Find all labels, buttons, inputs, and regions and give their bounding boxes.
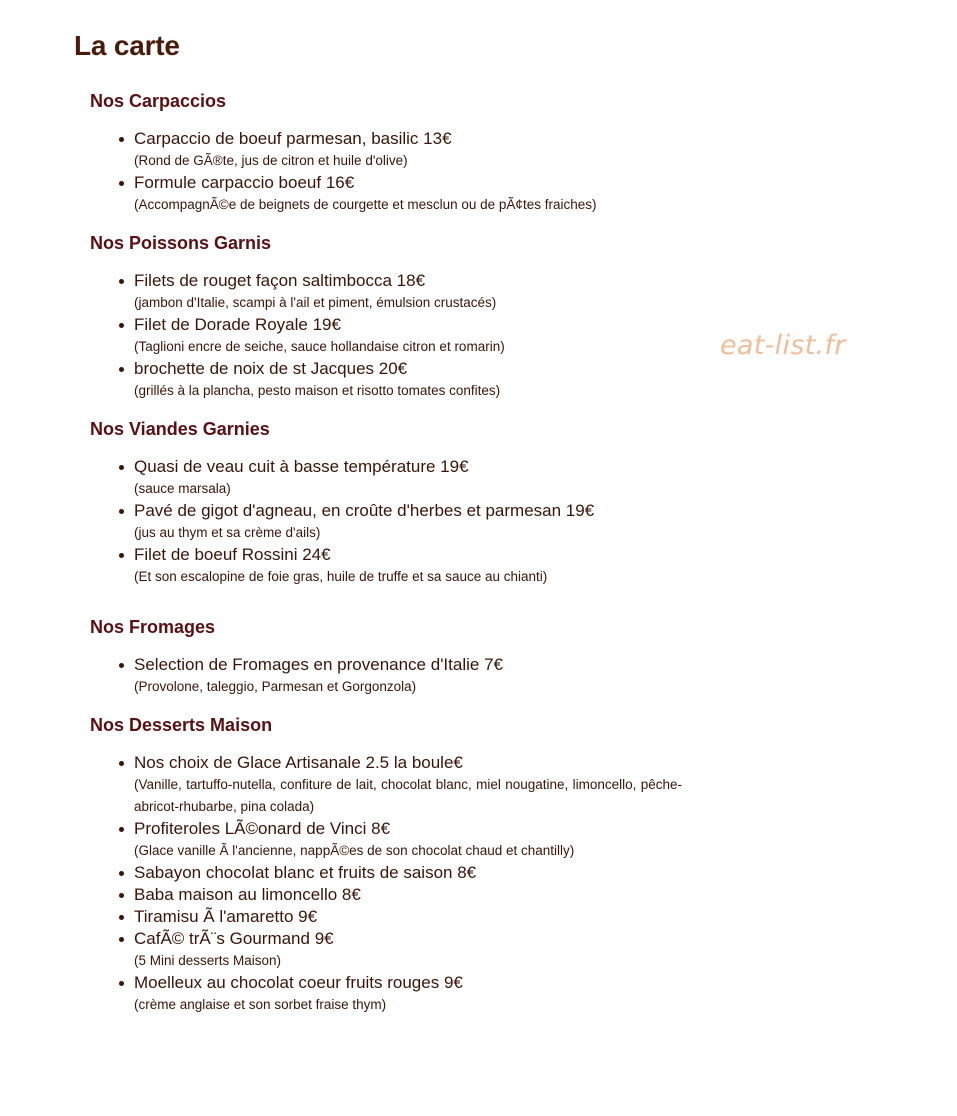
section-title: Nos Viandes Garnies [90, 419, 270, 439]
menu-item [134, 928, 710, 972]
menu-item [134, 500, 710, 544]
item-description: (AccompagnÃ©e de beignets de courgette et mesclun ou de pÃ¢tes fraiches) [134, 197, 597, 212]
item-name: Selection de Fromages en provenance d'Italie 7€ [134, 655, 503, 674]
item-description: (Vanille, tartuffo-nutella, confiture de lait, chocolat blanc, miel nougatine, limoncello, pêche-abricot-rhubarbe, pina colada) [134, 777, 682, 814]
item-description: (Glace vanille Ã l'ancienne, nappÃ©es de son chocolat chaud et chantilly) [134, 843, 575, 858]
section-fromages [90, 614, 710, 698]
section-title: Nos Fromages [90, 617, 216, 637]
menu-item [134, 818, 710, 862]
item-name: Filet de boeuf Rossini 24€ [134, 545, 331, 564]
menu-item [134, 862, 710, 884]
item-description: (Et son escalopine de foie gras, huile de truffe et sa sauce au chianti) [134, 569, 548, 584]
item-name: Tiramisu Ã l'amaretto 9€ [134, 907, 318, 926]
menu-item [134, 752, 710, 818]
section-title: Nos Poissons Garnis [90, 233, 272, 253]
menu-list [90, 88, 710, 1016]
menu-item [134, 456, 710, 500]
item-description: (jambon d'Italie, scampi à l'ail et piment, émulsion crustacés) [134, 295, 497, 310]
menu-item [134, 906, 710, 928]
section-title: Nos Carpaccios [90, 91, 227, 111]
item-description: (crème anglaise et son sorbet fraise thym) [134, 997, 387, 1012]
item-description: (5 Mini desserts Maison) [134, 953, 282, 968]
item-name: Quasi de veau cuit à basse température 19€ [134, 457, 469, 476]
item-list [90, 752, 710, 1016]
section-carpaccios [90, 88, 710, 216]
section-viandes [90, 416, 710, 588]
page-title: La carte [74, 30, 180, 61]
item-name: Carpaccio de boeuf parmesan, basilic 13€ [134, 129, 452, 148]
item-list [90, 456, 710, 588]
menu-item [134, 128, 710, 172]
item-description: (Rond de GÃ®te, jus de citron et huile d'olive) [134, 153, 408, 168]
watermark-logo: eat-list.fr [720, 330, 846, 361]
item-description: (Taglioni encre de seiche, sauce hollandaise citron et romarin) [134, 339, 505, 354]
item-name: Pavé de gigot d'agneau, en croûte d'herbes et parmesan 19€ [134, 501, 595, 520]
item-name: Filets de rouget façon saltimbocca 18€ [134, 271, 426, 290]
menu-item [134, 270, 710, 314]
menu-item [134, 172, 710, 216]
item-description: (grillés à la plancha, pesto maison et risotto tomates confites) [134, 383, 501, 398]
item-list [90, 128, 710, 216]
menu-item [134, 972, 710, 1016]
item-name: Nos choix de Glace Artisanale 2.5 la boule€ [134, 753, 463, 772]
item-name: Formule carpaccio boeuf 16€ [134, 173, 355, 192]
menu-item [134, 884, 710, 906]
item-name: Moelleux au chocolat coeur fruits rouges 9€ [134, 973, 463, 992]
menu-item [134, 544, 710, 588]
menu-item [134, 654, 710, 698]
item-description: (Provolone, taleggio, Parmesan et Gorgonzola) [134, 679, 417, 694]
item-list [90, 270, 710, 402]
item-name: Baba maison au limoncello 8€ [134, 885, 361, 904]
section-poissons [90, 230, 710, 402]
menu-item [134, 358, 710, 402]
section-title: Nos Desserts Maison [90, 715, 273, 735]
item-name: Filet de Dorade Royale 19€ [134, 315, 341, 334]
section-desserts [90, 712, 710, 1016]
item-list [90, 654, 710, 698]
item-name: CafÃ© trÃ¨s Gourmand 9€ [134, 929, 334, 948]
menu-item [134, 314, 710, 358]
item-description: (sauce marsala) [134, 481, 231, 496]
item-name: Profiteroles LÃ©onard de Vinci 8€ [134, 819, 391, 838]
item-description: (jus au thym et sa crème d'ails) [134, 525, 321, 540]
item-name: Sabayon chocolat blanc et fruits de saison 8€ [134, 863, 477, 882]
item-name: brochette de noix de st Jacques 20€ [134, 359, 408, 378]
